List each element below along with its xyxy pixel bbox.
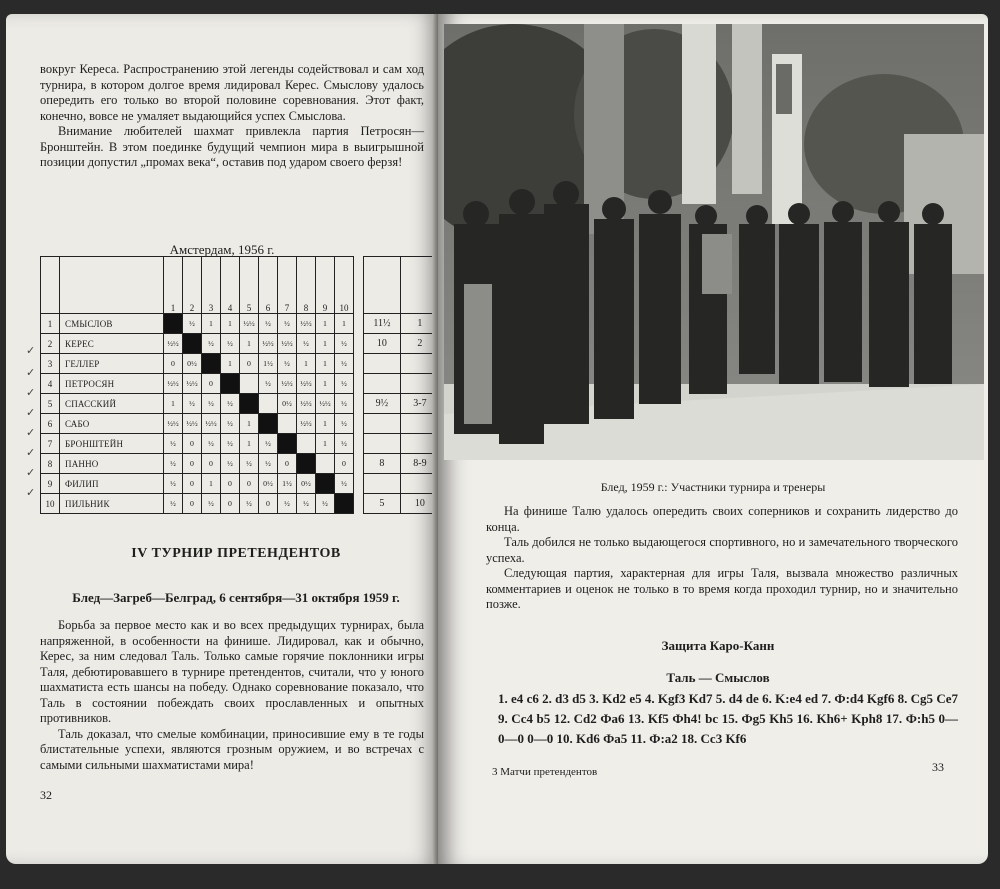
result-cell: ½½ [296,394,315,414]
column-header: 8 [296,257,315,314]
result-cell: 0½ [296,474,315,494]
result-cell: ½ [220,434,239,454]
column-header: 1 [163,257,182,314]
result-cell: ½ [277,494,296,514]
result-cell: 1½ [258,354,277,374]
row-number: 7 [41,434,60,454]
result-cell: ½ [220,454,239,474]
column-header: 9 [315,257,334,314]
body-paragraph: Борьба за первое место как и во всех предыдущих турнирах, была напряженной, в особенности на финише. Лидировал, как и обычно, Керес, за ним следовал Таль. Только самые горячие поклонники игры Таля, дебютировавшего в турнире претендентов, считали, что у юного шахматиста есть шансы на победу. Однако соревнование показало, что Таль в состоянии побеждать своих прославленных и опытных противников. [40,618,424,725]
result-cell: 1 [220,314,239,334]
player-name: ГЕЛЛЕР [60,354,164,374]
diagonal-cell [220,374,239,394]
result-cell: ½ [258,434,277,454]
result-cell: 1 [239,434,258,454]
row-number: 8 [41,454,60,474]
players-line: Таль — Смыслов [666,670,770,685]
result-cell: ½ [277,354,296,374]
points-cell: 8 [363,454,400,474]
intro-text [40,62,424,171]
intro-paragraph: вокруг Кереса. Распространению этой легенды содействовал и сам ход турнира, в котором долгое время лидировал Керес. Смыслову удалось опередить его только во второй половине соревнования. Этот факт, конечно, вовсе не умаляет выдающийся успех Смыслова. [40,62,424,123]
place-cell: 2 [400,334,438,354]
row-number: 9 [41,474,60,494]
place-cell: 8-9 [400,454,438,474]
group-photo [444,24,984,460]
result-cell: 0 [220,494,239,514]
row-number: 1 [41,314,60,334]
result-cell: 0 [239,474,258,494]
right-page [438,14,988,864]
header-blank [41,257,60,314]
result-cell: ½ [296,334,315,354]
table-title: Амстердам, 1956 г. [169,242,275,257]
result-cell: ½ [201,434,220,454]
result-cell: ½ [334,374,353,394]
player-name: ПИЛЬНИК [60,494,164,514]
result-cell: ½ [258,374,277,394]
column-gap [353,257,363,314]
player-name: ФИЛИП [60,474,164,494]
points-cell: 9½ [363,394,400,414]
section-subtitle: Блед—Загреб—Белград, 6 сентября—31 октября 1959 г. [72,590,400,605]
result-cell: ½½ [315,394,334,414]
points-cell: 10 [363,334,400,354]
result-cell: ½½ [163,334,182,354]
pencil-check-mark: ✓ [26,447,36,459]
result-cell: ½ [239,494,258,514]
pencil-check-mark: ✓ [26,427,36,439]
left-page [6,14,438,864]
result-cell: ½ [258,454,277,474]
diagonal-cell [201,354,220,374]
table-header-row [41,257,439,314]
result-cell: 0 [201,374,220,394]
column-gap [353,434,363,454]
right-body-text [486,504,958,613]
column-gap [353,314,363,334]
result-cell: 1 [239,334,258,354]
column-header: 3 [201,257,220,314]
result-cell: ½ [182,394,201,414]
player-name: ПЕТРОСЯН [60,374,164,394]
section-title: IV ТУРНИР ПРЕТЕНДЕНТОВ [131,546,341,561]
right-paragraph: Следующая партия, характерная для игры Таля, вызвала множество различных комментариев и оценок не только в то время когда проходил турнир, но и значительно позже. [486,566,958,611]
result-cell: ½½ [163,414,182,434]
points-cell [363,374,400,394]
result-cell: ½½ [239,314,258,334]
table-row [41,354,439,374]
column-gap [353,414,363,434]
result-cell: ½½ [163,374,182,394]
result-cell: ½ [296,494,315,514]
result-cell: 0 [163,354,182,374]
player-name: КЕРЕС [60,334,164,354]
column-gap [353,454,363,474]
column-header: 4 [220,257,239,314]
player-name: СПАССКИЙ [60,394,164,414]
result-cell: ½ [220,414,239,434]
row-number: 5 [41,394,60,414]
result-cell [296,434,315,454]
result-cell: 0 [258,494,277,514]
result-cell: ½ [334,414,353,434]
body-text [40,618,424,773]
page-number: 33 [932,760,944,774]
points-cell: 5 [363,494,400,514]
result-cell: ½ [201,394,220,414]
result-cell: ½ [334,354,353,374]
result-cell: ½½ [277,334,296,354]
result-cell: ½½ [296,414,315,434]
result-cell: 1 [163,394,182,414]
player-name: САБО [60,414,164,434]
result-cell: 1 [334,314,353,334]
result-cell: ½ [163,494,182,514]
result-cell: 1 [315,354,334,374]
column-gap [353,494,363,514]
diagonal-cell [258,414,277,434]
player-name: ПАННО [60,454,164,474]
pencil-check-mark: ✓ [26,407,36,419]
row-number: 3 [41,354,60,374]
column-gap [353,474,363,494]
game-moves: 1. e4 c6 2. d3 d5 3. Kd2 e5 4. Kgf3 Kd7 5. d4 de 6. K:e4 ed 7. Ф:d4 Kgf6 8. Cg5 Ce7 9. Cc4 b5 12. Cd2 Фa6 13. Kf5 Фh4! bc 15. Фg5 Kh5 16. Kh6+ Kph8 17. Ф:h5 0—0—0 0—0 10. Kd6 Фa5 11. Ф:a2 18. Cc3 Kf6 [498,691,958,746]
result-cell: 1 [239,414,258,434]
header-blank [60,257,164,314]
result-cell: ½ [334,334,353,354]
result-cell: ½ [220,394,239,414]
crosstable [40,256,438,514]
result-cell: 0½ [258,474,277,494]
result-cell: 0 [334,454,353,474]
result-cell: 0 [277,454,296,474]
result-cell [315,454,334,474]
points-cell: 11½ [363,314,400,334]
body-paragraph: Таль доказал, что смелые комбинации, приносившие ему в те годы блистательные успехи, являются грозным оружием, и во встречах с самыми сильными шахматистами мира! [40,726,424,772]
result-cell: ½½ [277,374,296,394]
result-cell: ½ [163,474,182,494]
result-cell: ½ [239,454,258,474]
result-cell: ½ [334,434,353,454]
points-cell [363,354,400,374]
intro-paragraph: Внимание любителей шахмат привлекла партия Петросян—Бронштейн. В этом поединке будущий чемпион мира в выигрышной позиции допустил „промах века“, оставив под ударом своего ферзя! [40,124,424,169]
table-row [41,494,439,514]
table-row [41,314,439,334]
row-number: 4 [41,374,60,394]
result-cell: 0 [182,454,201,474]
column-gap [353,374,363,394]
result-cell: 1 [315,334,334,354]
column-header: 6 [258,257,277,314]
row-number: 2 [41,334,60,354]
points-cell [363,414,400,434]
result-cell [239,374,258,394]
result-cell: ½½ [258,334,277,354]
result-cell: 0½ [182,354,201,374]
pencil-check-mark: ✓ [26,387,36,399]
result-cell: 0 [182,474,201,494]
result-cell: ½ [201,334,220,354]
result-cell: ½½ [182,374,201,394]
result-cell: 1 [315,414,334,434]
place-cell: 3-7 [400,394,438,414]
table-row [41,434,439,454]
right-paragraph: На финише Талю удалось опередить своих соперников и сохранить лидерство до конца. [486,504,958,534]
result-cell [277,414,296,434]
result-cell: ½ [258,314,277,334]
result-cell: ½ [163,454,182,474]
result-cell: 0 [239,354,258,374]
result-cell: ½½ [182,414,201,434]
result-cell: 1 [201,314,220,334]
result-cell: 0½ [277,394,296,414]
points-cell [363,434,400,454]
result-cell: 0 [201,454,220,474]
result-cell: 1 [315,374,334,394]
result-cell: 1½ [277,474,296,494]
diagonal-cell [296,454,315,474]
row-number: 10 [41,494,60,514]
table-row [41,374,439,394]
photo-illustration [444,24,984,460]
place-cell: 10 [400,494,438,514]
table-row [41,334,439,354]
result-cell: ½½ [296,374,315,394]
diagonal-cell [163,314,182,334]
column-gap [353,334,363,354]
diagonal-cell [334,494,353,514]
column-header: 7 [277,257,296,314]
result-cell: ½ [277,314,296,334]
result-cell: 1 [220,354,239,374]
table-row [41,394,439,414]
photo-caption: Блед, 1959 г.: Участники турнира и тренеры [600,480,826,494]
column-gap [353,394,363,414]
result-cell: ½½ [201,414,220,434]
table-row [41,414,439,434]
result-cell: 1 [315,434,334,454]
result-cell: 1 [201,474,220,494]
footer-signature: 3 Матчи претендентов [492,766,598,778]
result-cell: ½ [334,474,353,494]
column-header: 5 [239,257,258,314]
diagonal-cell [182,334,201,354]
pencil-check-mark: ✓ [26,467,36,479]
player-name: БРОНШТЕЙН [60,434,164,454]
opening-title: Защита Каро-Канн [661,638,775,653]
page-number: 32 [40,788,52,802]
result-cell: 1 [315,314,334,334]
player-name: СМЫСЛОВ [60,314,164,334]
result-cell: 0 [182,494,201,514]
result-cell: ½ [163,434,182,454]
table-row [41,454,439,474]
header-blank [363,257,400,314]
table-row [41,474,439,494]
right-paragraph: Таль добился не только выдающегося спортивного, но и замечательного творческого успеха. [486,535,958,565]
result-cell: ½½ [296,314,315,334]
result-cell: 0 [182,434,201,454]
diagonal-cell [277,434,296,454]
pencil-check-mark: ✓ [26,345,36,357]
column-header: 10 [334,257,353,314]
result-cell: ½ [334,394,353,414]
result-cell: 1 [296,354,315,374]
points-cell [363,474,400,494]
row-number: 6 [41,414,60,434]
pencil-check-mark: ✓ [26,367,36,379]
result-cell: ½ [315,494,334,514]
diagonal-cell [315,474,334,494]
result-cell: ½ [182,314,201,334]
pencil-check-mark: ✓ [26,487,36,499]
result-cell: ½ [220,334,239,354]
result-cell [258,394,277,414]
column-header: 2 [182,257,201,314]
place-cell: 1 [400,314,438,334]
result-cell: ½ [201,494,220,514]
column-gap [353,354,363,374]
result-cell: 0 [220,474,239,494]
diagonal-cell [239,394,258,414]
